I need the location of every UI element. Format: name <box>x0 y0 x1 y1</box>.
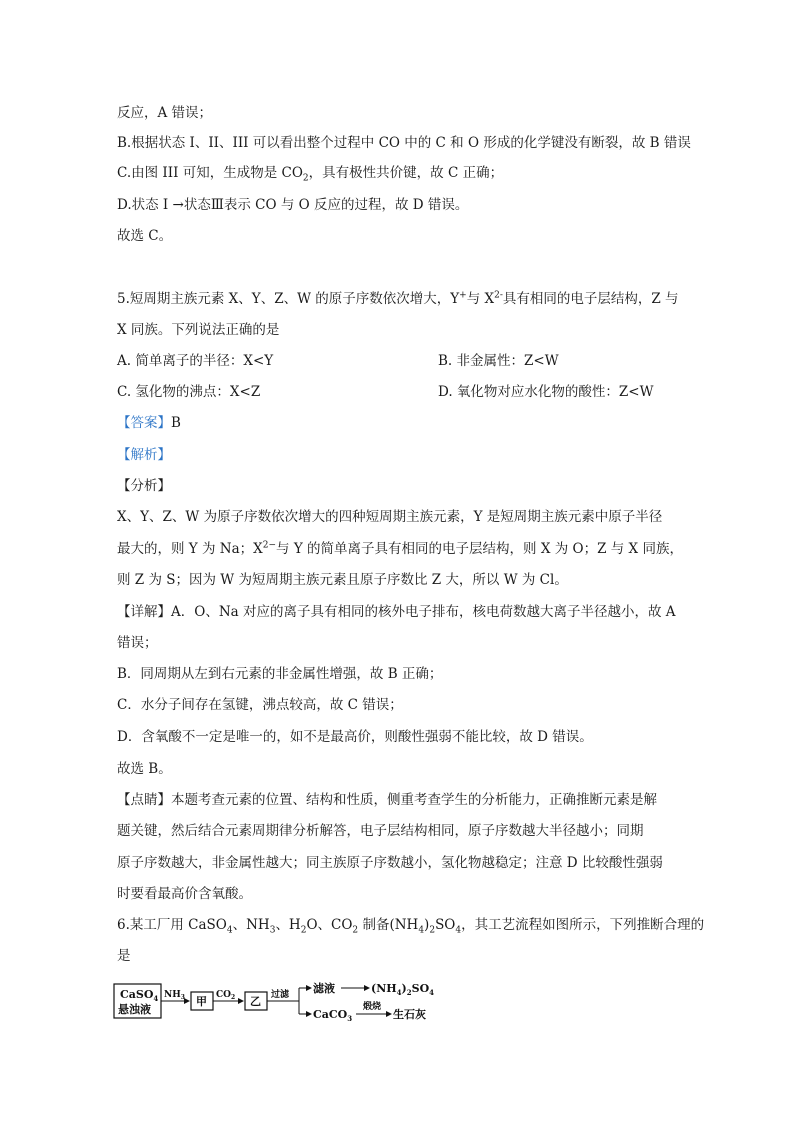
box-caso4-line2: 悬浊液 <box>118 1003 151 1016</box>
q5-detail-2: B．同周期从左到右元素的非金属性增强，故 B 正确； <box>117 666 443 682</box>
product-ammonium-sulfate: $(NH_4)_2SO_4$ <box>371 982 435 997</box>
q5-answer: 【答案】B <box>117 415 181 431</box>
q5-analysis-tag: 【解析】 <box>117 447 171 463</box>
prev-line-3: C.由图 III 可知，生成物是 $CO_2$，具有极性共价键，故 C 正确； <box>117 165 504 184</box>
q5-point-1: 【点睛】本题考查元素的位置、结构和性质，侧重考查学生的分析能力，正确推断元素是解 <box>117 792 657 808</box>
q6-stem-2: 是 <box>117 948 131 964</box>
q5-fenxi-tag: 【分析】 <box>117 478 171 494</box>
q5-point-3: 原子序数越大，非金属性越大；同主族原子序数越小，氢化物越稳定；注意 D 比较酸性强弱 <box>117 855 663 871</box>
q5-point-2: 题关键，然后结合元素周期律分析解答，电子层结构相同，原子序数越大半径越小；同期 <box>117 823 644 839</box>
prev-line-4: D.状态 Ⅰ →状态Ⅲ表示 CO 与 O 反应的过程，故 D 错误。 <box>117 197 469 213</box>
product-quicklime: 生石灰 <box>393 1008 426 1021</box>
box-jia-label: 甲 <box>196 995 207 1008</box>
q5-option-b: B. 非金属性：Z<W <box>438 353 559 369</box>
branch-filtrate: 滤液 <box>313 982 335 995</box>
q5-detail-1: 【详解】A．O、Na 对应的离子具有相同的核外电子排布，核电荷数越大离子半径越小，故 A <box>117 604 676 620</box>
q5-detail-1b: 错误； <box>117 635 158 651</box>
prev-line-2: B.根据状态 I、II、III 可以看出整个过程中 CO 中的 C 和 O 形成的化学键没有断裂，故 B 错误 <box>117 135 691 151</box>
q5-select: 故选 B。 <box>117 761 172 777</box>
q5-option-a: A. 简单离子的半径：X<Y <box>117 353 274 369</box>
q5-fenxi-2: 最大的，则 Y 为 Na；$X^{2-}$与 Y 的简单离子具有相同的电子层结构，则 X 为 O；Z 与 X 同族， <box>117 540 683 557</box>
q5-stem-2: X 同族。下列说法正确的是 <box>117 322 280 338</box>
arrow-co2-label: $CO_2$ <box>216 990 236 1001</box>
q5-fenxi-1: X、Y、Z、W 为原子序数依次增大的四种短周期主族元素，Y 是短周期主族元素中原子半径 <box>117 509 663 525</box>
q5-option-c: C. 氢化物的沸点：X<Z <box>117 384 261 400</box>
prev-line-1: 反应，A 错误； <box>117 105 213 121</box>
q5-detail-4: D．含氧酸不一定是唯一的，如不是最高价，则酸性强弱不能比较，故 D 错误。 <box>117 729 593 745</box>
box-caso4-line1: CaSO$_4$ <box>120 988 159 1003</box>
q5-stem-1: 5.短周期主族元素 X、Y、Z、W 的原子序数依次增大，Y+与 $X^{2-}$具有相同的电子层结构，Z 与 <box>117 290 679 307</box>
process-flow-diagram <box>113 978 453 1024</box>
q5-fenxi-3: 则 Z 为 S；因为 W 为短周期主族元素且原子序数比 Z 大，所以 W 为 Cl。 <box>117 572 568 588</box>
box-yi-label: 乙 <box>250 995 261 1008</box>
branch-caco3: CaCO$_3$ <box>313 1008 353 1023</box>
q5-option-d: D. 氧化物对应水化物的酸性：Z<W <box>438 384 654 400</box>
arrow-nh3-label: $NH_3$ <box>164 990 185 1001</box>
q5-point-4: 时要看最高价含氧酸。 <box>117 886 252 902</box>
arrow-calcine-label: 煅烧 <box>363 1002 382 1012</box>
arrow-filter-label: 过滤 <box>271 990 290 1000</box>
q6-stem-1: 6.某工厂用 CaSO$_4$、$NH_3$、$H_2O$、$CO_2$ 制备$(NH_4)_2SO_4$，其工艺流程如图所示，下列推断合理的 <box>117 917 705 936</box>
prev-line-5: 故选 C。 <box>117 228 173 244</box>
q5-detail-3: C．水分子间存在氢键，沸点较高，故 C 错误； <box>117 697 403 713</box>
